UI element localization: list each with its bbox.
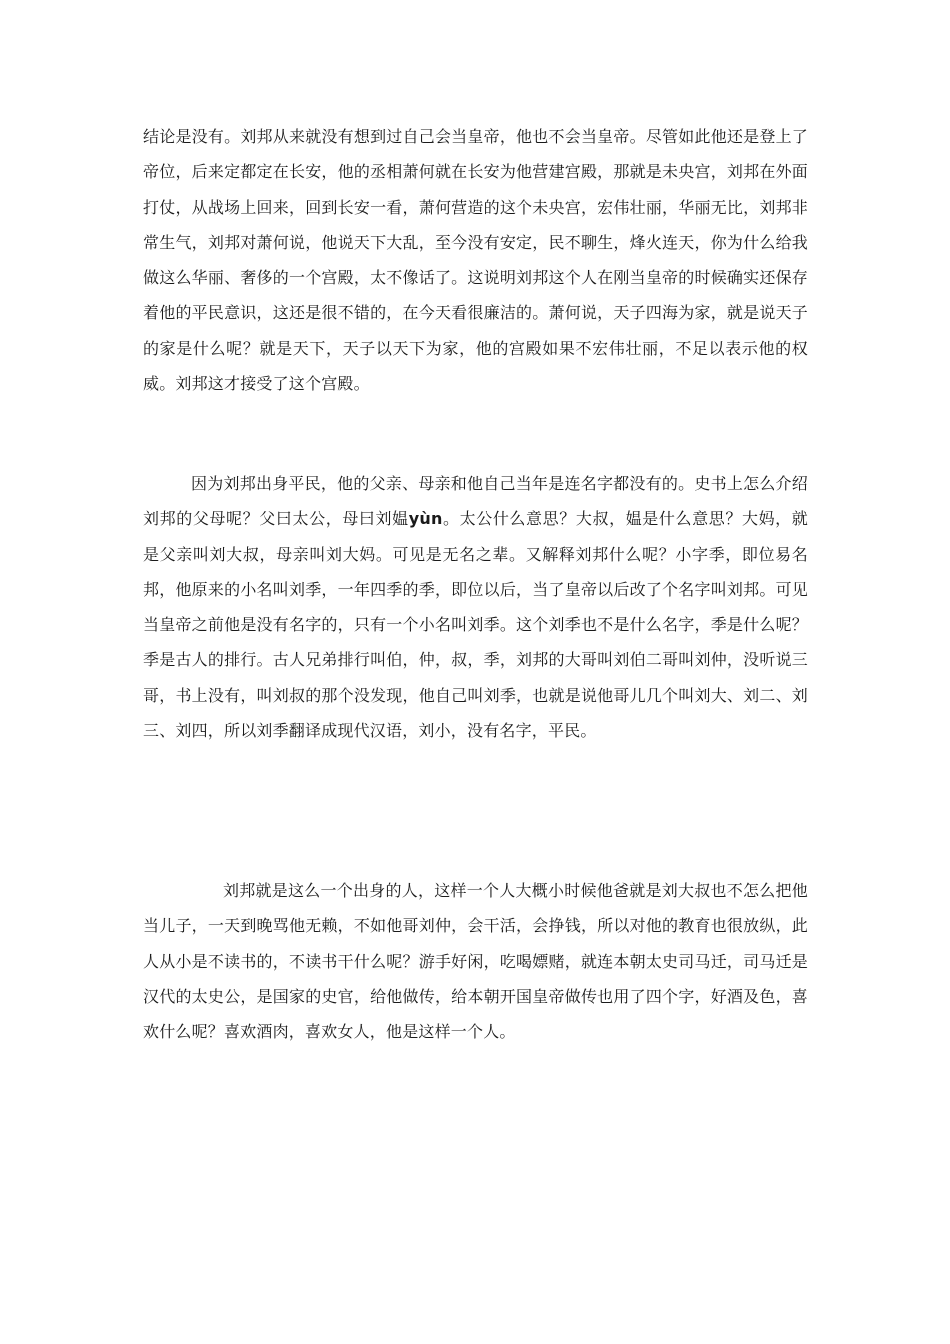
paragraph-weiyang-palace: 结论是没有。刘邦从来就没有想到过自己会当皇帝，他也不会当皇帝。尽管如此他还是登上了帝位，后来定都定在长安，他的丞相萧何就在长安为他营建宫殿，那就是未央宫，刘邦在外面打仗，从战场上回来，回到长安一看，萧何营造的这个未央宫，宏伟壮丽，华丽无比，刘邦非常生气，刘邦对萧何说，他说天下大乱，至今没有安定，民不聊生，烽火连天，你为什么给我做这么华丽、奢侈的一个宫殿，太不像话了。这说明刘邦这个人在刚当皇帝的时候确实还保存着他的平民意识，这还是很不错的，在今天看很廉洁的。萧何说，天子四海为家，就是说天子的家是什么呢？就是天下，天子以天下为家，他的宫殿如果不宏伟壮丽，不足以表示他的权威。刘邦这才接受了这个宫殿。 (143, 127, 808, 394)
pinyin-annotation: yùn (408, 509, 443, 529)
paragraph-liu-bang-youth: 刘邦就是这么一个出身的人，这样一个人大概小时候他爸就是刘大叔也不怎么把他当儿子，一天到晚骂他无赖，不如他哥刘仲，会干活，会挣钱，所以对他的教育也很放纵，此人从小是不读书的，不读书干什么呢？游手好闲，吃喝嫖赌，就连本朝太史司马迁，司马迁是汉代的太史公，是国家的史官，给他做传，给本朝开国皇帝做传也用了四个字，好酒及色，喜欢什么呢？喜欢酒肉，喜欢女人，他是这样一个人。 (143, 881, 808, 1042)
paragraph-text-after-pinyin: 。太公什么意思？大叔，媪是什么意思？大妈，就是父亲叫刘大叔，母亲叫刘大妈。可见是无名之辈。又解释刘邦什么呢？小字季，即位易名邦，他原来的小名叫刘季，一年四季的季，即位以后，当了皇帝以后改了个名字叫刘邦。可见当皇帝之前他是没有名字的，只有一个小名叫刘季。这个刘季也不是什么名字，季是什么呢？季是古人的排行。古人兄弟排行叫伯，仲，叔，季，刘邦的大哥叫刘伯二哥叫刘仲，没听说三哥，书上没有，叫刘叔的那个没发现，他自己叫刘季，也就是说他哥儿几个叫刘大、刘二、刘三、刘四，所以刘季翻译成现代汉语，刘小，没有名字，平民。 (143, 509, 808, 741)
paragraph-liu-family-names (143, 466, 808, 748)
paragraph-text-before-pinyin: 因为刘邦出身平民，他的父亲、母亲和他自己当年是连名字都没有的。史书上怎么介绍刘邦的父母呢？父曰太公，母曰刘媪 (143, 474, 808, 529)
